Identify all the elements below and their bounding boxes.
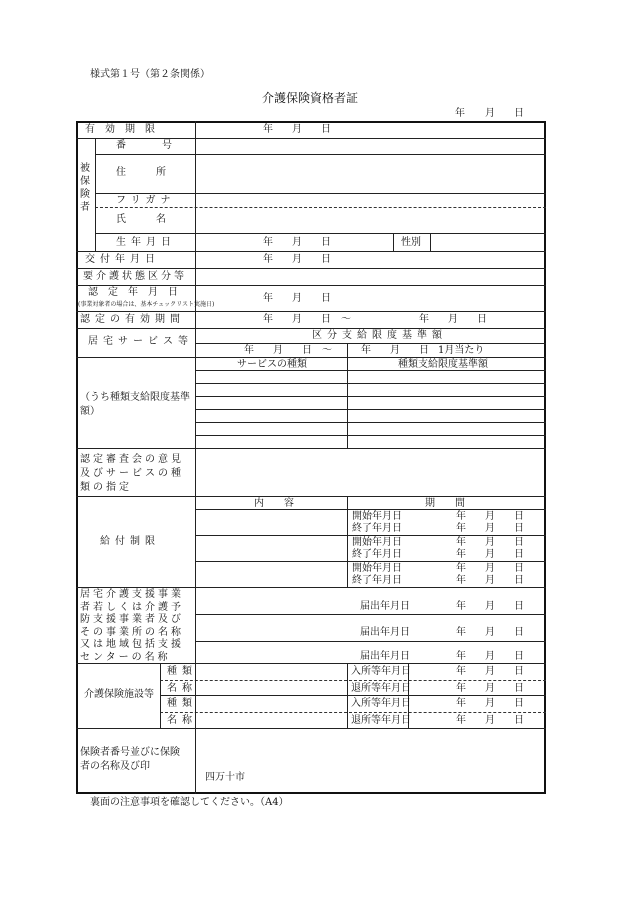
label-care-plan-office: 居宅介護支援事業者若しくは介護予防支援事業者及びその事業所の名称又は地域包括支援センターの名称 [80,589,184,663]
label-type-limit: 種類支給限度基準額 [398,359,488,370]
label-insurer: 保険者番号並びに保険者の名称及び印 [80,747,180,772]
label-birth: 生年月日 [116,237,176,248]
label-benefit-limit: 給付制限 [100,536,160,547]
header-month: 月 [485,108,495,119]
footer-note: 裏面の注意事項を確認してください。（A4） [90,797,289,808]
label-opinion: 認定審査会の意見及びサービスの種類の指定 [80,454,184,493]
label-furigana: フリガナ [116,195,176,206]
label-sub-limit: （うち種類支給限度基準額） [80,392,190,417]
label-address: 住所 [116,167,196,178]
label-limit-header: 区分支給限度基準額 [312,330,447,341]
header-year: 年 [455,108,465,119]
label-insured: 被保険者 [80,163,90,213]
label-home-service: 居宅サービス等 [88,336,193,347]
label-period: 期間 [425,498,485,509]
document-title: 介護保険資格者証 [262,91,359,105]
form-id: 様式第１号（第２条関係） [90,69,210,80]
label-service-type: サービスの種類 [237,359,307,370]
header-day: 日 [514,108,524,119]
label-facility: 介護保険施設等 [84,689,154,700]
insurer-name: 四万十市 [205,772,245,783]
label-care-level: 要介護状態区分等 [83,271,187,282]
label-issue-date: 交付年月日 [85,254,160,265]
label-cert-date: 認定年月日 [88,287,188,298]
label-name: 氏名 [116,214,196,225]
label-validity: 有効期限 [85,124,165,135]
label-number: 番号 [116,140,208,151]
label-cert-period: 認定の有効期間 [80,314,185,325]
label-gender: 性別 [401,237,421,248]
label-cert-note: (事業対象者の場合は、基本チェックリスト実施日) [78,301,215,308]
label-monthly: 1月当たり [438,345,485,356]
label-content: 内容 [254,498,314,509]
